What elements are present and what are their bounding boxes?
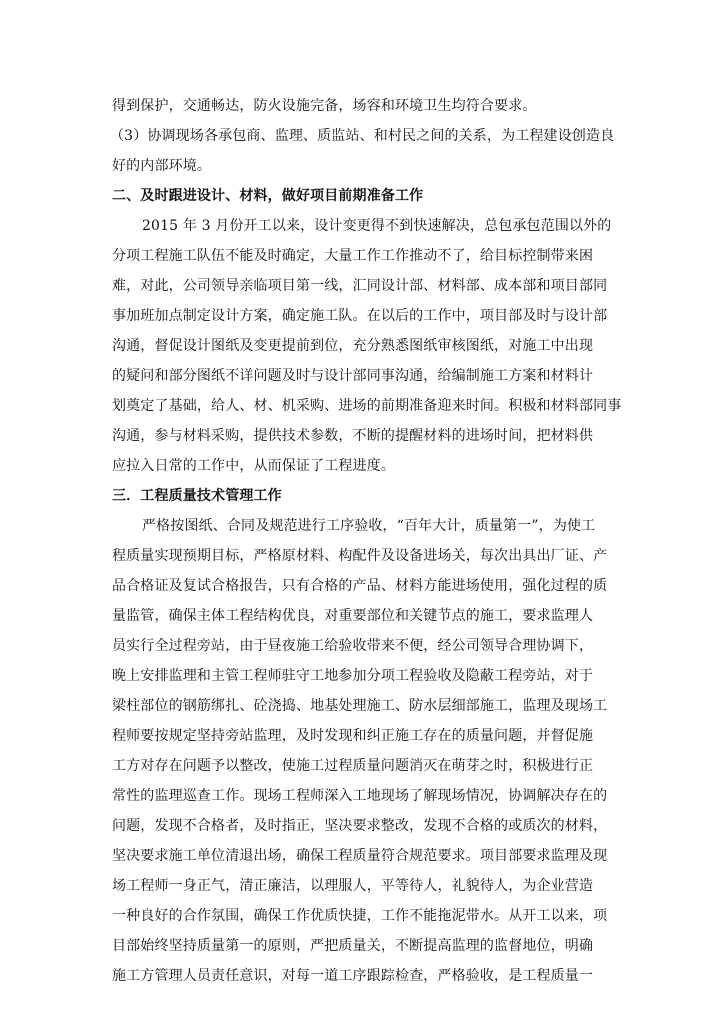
paragraph-line: 程质量实现预期目标，严格原材料、构配件及设备进场关，每次出具出厂证、产 [112, 548, 608, 564]
paragraph-line: 坚决要求施工单位清退出场，确保工程质量符合规范要求。项目部要求监理及现 [112, 848, 608, 864]
paragraph-line: 事加班加点制定设计方案，确定施工队。在以后的工作中，项目部及时与设计部 [112, 308, 608, 324]
paragraph-line: 好的内部环境。 [112, 158, 212, 174]
paragraph-line: 得到保护，交通畅达，防火设施完备，场容和环境卫生均符合要求。 [112, 98, 537, 114]
paragraph-line: 场工程师一身正气，清正廉洁，以理服人，平等待人，礼貌待人，为企业营造 [112, 878, 594, 894]
paragraph-line: （3）协调现场各承包商、监理、质监站、和村民之间的关系，为工程建设创造良 [110, 128, 615, 144]
paragraph-line: 常性的监理巡查工作。现场工程师深入工地现场了解现场情况，协调解决存在的 [112, 788, 608, 804]
paragraph-line: 严格按图纸、合同及规范进行工序验收，“百年大计，质量第一”，为使工 [142, 518, 596, 534]
paragraph-line: 难，对此，公司领导亲临项目第一线，汇同设计部、材料部、成本部和项目部同 [112, 278, 608, 294]
section-heading: 二、及时跟进设计、材料，做好项目前期准备工作 [112, 188, 424, 204]
paragraph-line: 工方对存在问题予以整改，使施工过程质量问题消灭在萌芽之时，积极进行正 [112, 758, 594, 774]
paragraph-line: 晚上安排监理和主管工程师驻守工地参加分项工程验收及隐蔽工程旁站，对于 [112, 668, 594, 684]
paragraph-line: 分项工程施工队伍不能及时确定，大量工作工作推动不了，给目标控制带来困 [112, 248, 594, 264]
paragraph-line: 梁柱部位的钢筋绑扎、砼浇捣、地基处理施工、防水层细部施工，监理及现场工 [112, 698, 608, 714]
intro-block [112, 91, 617, 181]
document-page [110, 91, 622, 991]
paragraph-line: 沟通，参与材料采购，提供技术参数，不断的提醒材料的进场时间，把材料供 [112, 428, 594, 444]
paragraph-line: 量监管，确保主体工程结构优良，对重要部位和关键节点的施工，要求监理人 [112, 608, 594, 624]
paragraph-line: 划奠定了基础，给人、材、机采购、进场的前期准备迎来时间。积极和材料部同事 [112, 398, 622, 414]
section-2 [112, 181, 622, 481]
paragraph-line: 的疑问和部分图纸不详问题及时与设计部同事沟通，给编制施工方案和材料计 [112, 368, 594, 384]
section-heading: 三．工程质量技术管理工作 [112, 488, 282, 504]
paragraph-line: 2015 年 3 月份开工以来，设计变更得不到快速解决，总包承包范围以外的 [142, 218, 612, 234]
paragraph-line: 应拉入日常的工作中，从而保证了工程进度。 [112, 458, 395, 474]
paragraph-line: 员实行全过程旁站，由于昼夜施工给验收带来不便，经公司领导合理协调下， [112, 638, 594, 654]
paragraph-line: 一种良好的合作氛围，确保工作优质快捷，工作不能拖泥带水。从开工以来，项 [112, 908, 608, 924]
paragraph-line: 施工方管理人员责任意识，对每一道工序跟踪检查，严格验收，是工程质量一 [112, 968, 594, 984]
paragraph-line: 问题，发现不合格者，及时指正，坚决要求整改，发现不合格的或质次的材料， [112, 818, 608, 834]
paragraph-line: 沟通，督促设计图纸及变更提前到位，充分熟悉图纸审核图纸，对施工中出现 [112, 338, 594, 354]
section-3 [112, 481, 617, 991]
paragraph-line: 品合格证及复试合格报告，只有合格的产品、材料方能进场使用，强化过程的质 [112, 578, 608, 594]
paragraph-line: 程师要按规定坚持旁站监理，及时发现和纠正施工存在的质量问题，并督促施 [112, 728, 594, 744]
paragraph-line: 目部始终坚持质量第一的原则，严把质量关，不断提高监理的监督地位，明确 [112, 938, 594, 954]
